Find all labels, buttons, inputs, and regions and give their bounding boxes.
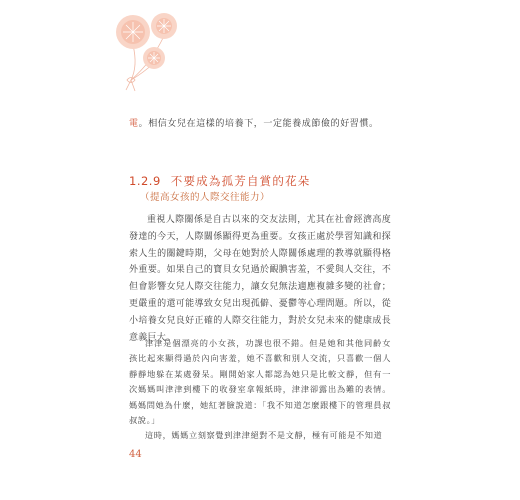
section-title: 不要成為孤芳自賞的花朵: [170, 174, 311, 188]
section-number: 1.2.9: [129, 174, 161, 188]
continued-text-line: [129, 116, 379, 129]
story-block: [129, 336, 391, 444]
section-heading: [129, 173, 310, 189]
continued-text-accent: 電: [129, 119, 139, 129]
page-number: 44: [129, 449, 142, 460]
story-paragraph: 這時，媽媽立刻察覺到津津絕對不是文靜，極有可能是不知道: [145, 430, 383, 441]
continued-text-rest: 。相信女兒在這樣的培養下，一定能養成節儉的好習慣。: [138, 119, 379, 129]
body-paragraph: 重視人際關係是自古以來的交友法則，尤其在社會經濟高度發達的今天，人際關係顯得更為重要。女孩正處於學習知識和探索人生的關鍵時期，父母在她對於人際關係處理的教導就顯得格外重要。如果自己的寶貝女兒過於靦腆害羞，不愛與人交往，不但會影響女兒人際交往能力，讓女兒無法適應複雜多變的社會；更嚴重的還可能導致女兒出現孤僻、憂鬱等心理問題。所以，從小培養女兒良好正確的人際交往能力，對於女兒未來的健康成長意義巨大。: [129, 215, 391, 343]
dandelion-balloon-illustration: [93, 8, 189, 96]
section-subtitle: （提高女孩的人際交往能力）: [140, 192, 271, 203]
story-paragraph: 津津是個漂亮的小女孩，功課也很不錯。但是她和其他同齡女孩比起來顯得過於內向害羞，她不喜歡和別人交流，只喜歡一個人靜靜地躲在某處發呆。剛開始家人都認為她只是比較文靜，但有一次媽媽叫津津到樓下的收發室拿報紙時，津津卻露出為難的表情。媽媽問她為什麼，她紅著臉說道：「我不知道怎麼跟樓下的管理員叔叔說。」: [129, 338, 391, 426]
